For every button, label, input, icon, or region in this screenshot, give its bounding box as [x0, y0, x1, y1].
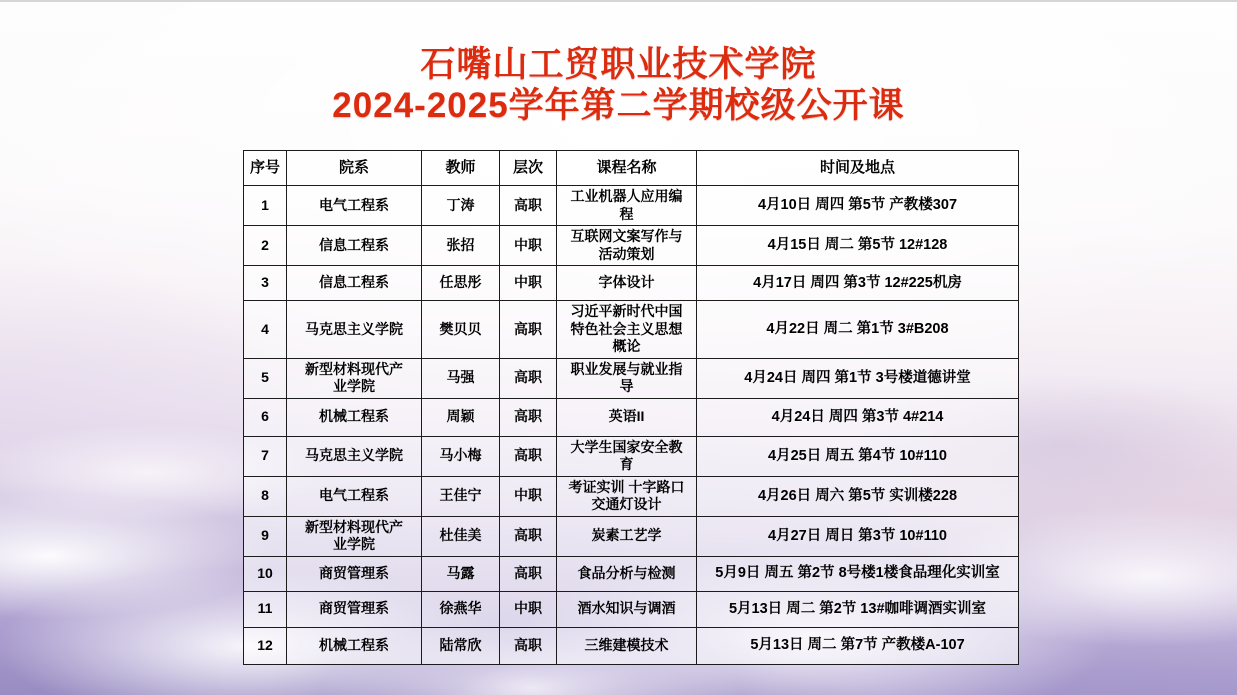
- cell-department: 马克思主义学院: [287, 301, 422, 359]
- cell-time-location: 4月17日 周四 第3节 12#225机房: [697, 266, 1019, 301]
- cell-level: 中职: [500, 266, 557, 301]
- cell-no: 1: [244, 186, 287, 226]
- cell-time-location: 4月15日 周二 第5节 12#128: [697, 226, 1019, 266]
- cell-teacher: 樊贝贝: [422, 301, 500, 359]
- cell-teacher: 杜佳美: [422, 516, 500, 556]
- cell-teacher: 马强: [422, 358, 500, 398]
- table-header: [244, 151, 1019, 186]
- top-edge-strip: [0, 0, 1237, 2]
- cell-teacher: 张招: [422, 226, 500, 266]
- cell-course: 互联网文案写作与活动策划: [557, 226, 697, 266]
- cell-level: 高职: [500, 186, 557, 226]
- cell-level: 高职: [500, 301, 557, 359]
- cell-department: 新型材料现代产业学院: [287, 516, 422, 556]
- cell-level: 中职: [500, 591, 557, 627]
- cell-course: 字体设计: [557, 266, 697, 301]
- cell-level: 高职: [500, 516, 557, 556]
- cell-course: 炭素工艺学: [557, 516, 697, 556]
- table-row: [244, 627, 1019, 664]
- cell-department: 商贸管理系: [287, 591, 422, 627]
- table-row: [244, 266, 1019, 301]
- cell-course: 习近平新时代中国特色社会主义思想概论: [557, 301, 697, 359]
- cell-level: 高职: [500, 398, 557, 436]
- cell-no: 10: [244, 556, 287, 591]
- cell-no: 11: [244, 591, 287, 627]
- cell-time-location: 4月25日 周五 第4节 10#110: [697, 436, 1019, 476]
- cell-no: 12: [244, 627, 287, 664]
- cell-teacher: 王佳宁: [422, 476, 500, 516]
- column-header-course: 课程名称: [557, 151, 697, 186]
- table-row: [244, 591, 1019, 627]
- cell-teacher: 马小梅: [422, 436, 500, 476]
- cell-teacher: 徐燕华: [422, 591, 500, 627]
- cell-no: 6: [244, 398, 287, 436]
- column-header-no: 序号: [244, 151, 287, 186]
- cell-department: 商贸管理系: [287, 556, 422, 591]
- cell-department: 新型材料现代产业学院: [287, 358, 422, 398]
- table-row: [244, 358, 1019, 398]
- cell-teacher: 马露: [422, 556, 500, 591]
- cell-no: 8: [244, 476, 287, 516]
- cell-teacher: 陆常欣: [422, 627, 500, 664]
- cell-course: 考证实训 十字路口交通灯设计: [557, 476, 697, 516]
- cell-level: 中职: [500, 476, 557, 516]
- cell-time-location: 5月13日 周二 第7节 产教楼A-107: [697, 627, 1019, 664]
- column-header-teacher: 教师: [422, 151, 500, 186]
- cell-teacher: 丁涛: [422, 186, 500, 226]
- page-title: [0, 44, 1237, 126]
- header-row: [244, 151, 1019, 186]
- cell-department: 电气工程系: [287, 186, 422, 226]
- cell-course: 英语II: [557, 398, 697, 436]
- cell-no: 3: [244, 266, 287, 301]
- table-row: [244, 476, 1019, 516]
- cell-course: 职业发展与就业指导: [557, 358, 697, 398]
- table-row: [244, 556, 1019, 591]
- cell-time-location: 5月9日 周五 第2节 8号楼1楼食品理化实训室: [697, 556, 1019, 591]
- cell-teacher: 任思彤: [422, 266, 500, 301]
- column-header-level: 层次: [500, 151, 557, 186]
- cell-department: 机械工程系: [287, 627, 422, 664]
- cell-course: 酒水知识与调酒: [557, 591, 697, 627]
- cell-time-location: 5月13日 周二 第2节 13#咖啡调酒实训室: [697, 591, 1019, 627]
- schedule-table: [243, 150, 1019, 665]
- cell-course: 大学生国家安全教育: [557, 436, 697, 476]
- cell-no: 9: [244, 516, 287, 556]
- cell-time-location: 4月24日 周四 第3节 4#214: [697, 398, 1019, 436]
- table-row: [244, 516, 1019, 556]
- cell-no: 7: [244, 436, 287, 476]
- table-row: [244, 226, 1019, 266]
- column-header-time-location: 时间及地点: [697, 151, 1019, 186]
- table-row: [244, 436, 1019, 476]
- table-body: [244, 186, 1019, 665]
- cell-course: 食品分析与检测: [557, 556, 697, 591]
- cell-time-location: 4月22日 周二 第1节 3#B208: [697, 301, 1019, 359]
- cell-course: 工业机器人应用编程: [557, 186, 697, 226]
- cell-time-location: 4月24日 周四 第1节 3号楼道德讲堂: [697, 358, 1019, 398]
- column-header-department: 院系: [287, 151, 422, 186]
- cell-level: 高职: [500, 358, 557, 398]
- cell-level: 高职: [500, 436, 557, 476]
- cell-teacher: 周颖: [422, 398, 500, 436]
- cell-no: 5: [244, 358, 287, 398]
- table-row: [244, 301, 1019, 359]
- cell-no: 2: [244, 226, 287, 266]
- cell-course: 三维建模技术: [557, 627, 697, 664]
- cell-level: 高职: [500, 556, 557, 591]
- cell-time-location: 4月27日 周日 第3节 10#110: [697, 516, 1019, 556]
- cell-department: 马克思主义学院: [287, 436, 422, 476]
- cell-level: 中职: [500, 226, 557, 266]
- cell-time-location: 4月10日 周四 第5节 产教楼307: [697, 186, 1019, 226]
- cell-time-location: 4月26日 周六 第5节 实训楼228: [697, 476, 1019, 516]
- cell-department: 信息工程系: [287, 266, 422, 301]
- cell-no: 4: [244, 301, 287, 359]
- page-title-line1: 石嘴山工贸职业技术学院: [420, 45, 817, 84]
- page-title-line2: 2024-2025学年第二学期校级公开课: [332, 86, 905, 125]
- table-row: [244, 398, 1019, 436]
- cell-department: 机械工程系: [287, 398, 422, 436]
- cell-department: 信息工程系: [287, 226, 422, 266]
- cell-level: 高职: [500, 627, 557, 664]
- table-row: [244, 186, 1019, 226]
- cell-department: 电气工程系: [287, 476, 422, 516]
